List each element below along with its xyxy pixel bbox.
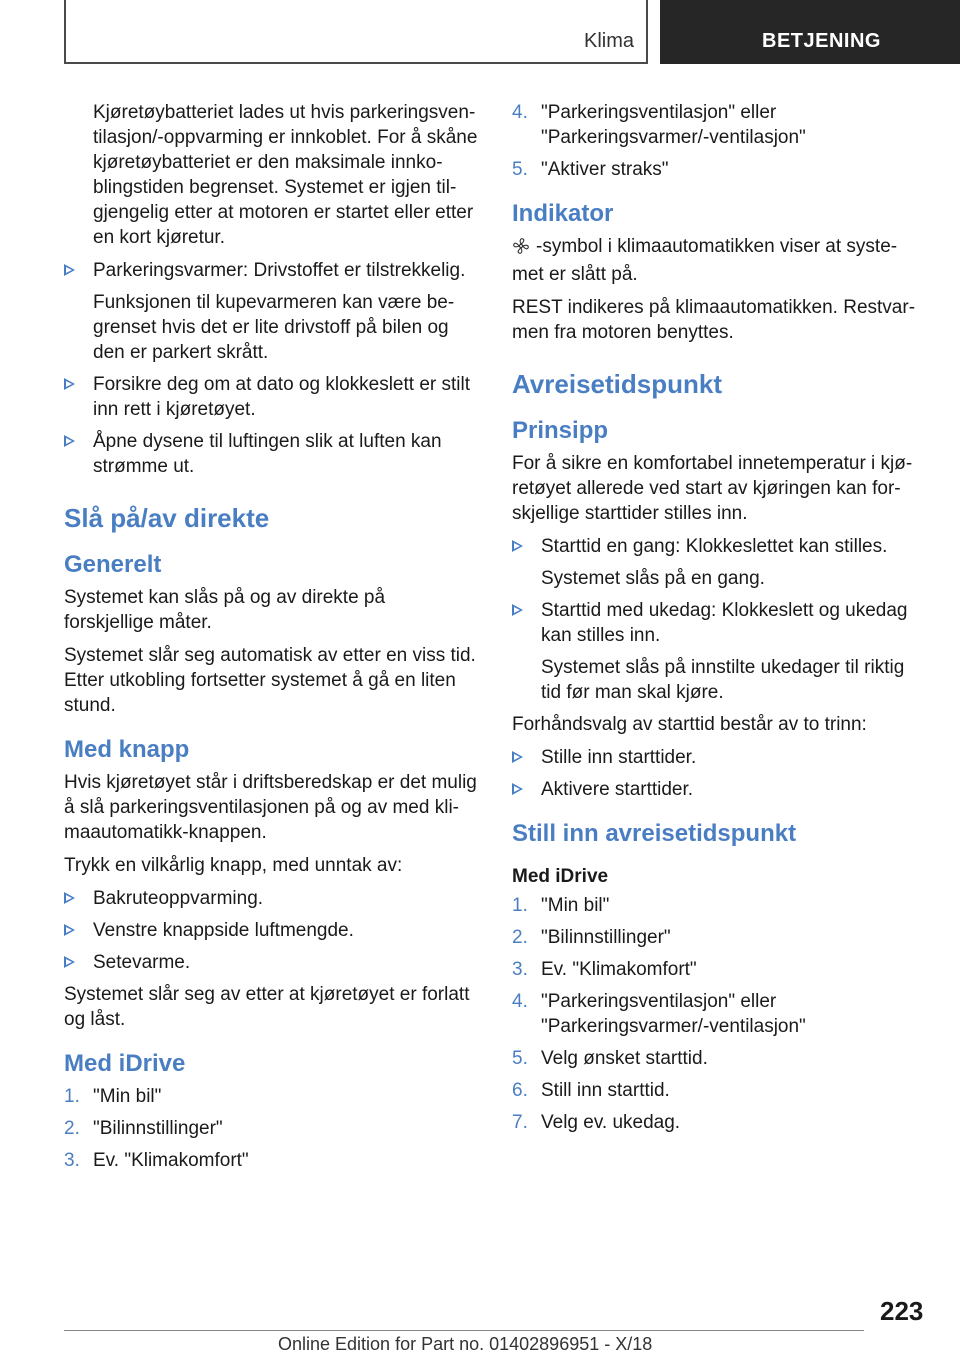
list-item: 3. Ev. "Klimakomfort": [64, 1150, 249, 1171]
numbered-list: [512, 100, 916, 182]
list-item: 5. Velg ønsket starttid.: [512, 1048, 708, 1069]
list-item: Bakruteoppvarming.: [64, 886, 480, 911]
intro-paragraph: Kjøretøybatteriet lades ut hvis parkeringsven-tilasjon/-oppvarming er innkoblet. For å skåne kjøretøybatteriet er den maksimale innko-blingstiden begrenset. Systemet er igjen til-gjengelig etter at motoren er startet eller etter en kort kjøretur.: [93, 102, 478, 248]
bullet-triangle-icon: [64, 264, 75, 276]
bullet-list: [512, 745, 916, 802]
bullet-list: [64, 372, 480, 479]
list-item: 2. "Bilinnstillinger": [64, 1118, 223, 1139]
header-chapter-tab[interactable]: [660, 0, 960, 64]
paragraph: Trykk en vilkårlig knapp, med unntak av:: [64, 855, 403, 876]
bullet-subtext: Funksjonen til kupevarmeren kan være be-grenset hvis det er lite drivstoff på bilen og den er parkert skrått.: [93, 292, 455, 363]
paragraph: Systemet kan slås på og av direkte på forskjellige måter.: [64, 587, 386, 633]
heading-still-inn-avreisetidspunkt: Still inn avreisetidspunkt: [512, 820, 797, 847]
paragraph: Hvis kjøretøyet står i driftsberedskap er det mulig å slå parkeringsventilasjonen på og av med kli-maautomatikk-knappen.: [64, 772, 477, 843]
paragraph: Forhåndsvalg av starttid består av to trinn:: [512, 714, 867, 735]
heading-indikator: Indikator: [512, 200, 614, 227]
bullet-subtext: Systemet slås på innstilte ukedager til riktig tid før man skal kjøre.: [541, 657, 905, 703]
list-item: Forsikre deg om at dato og klokkeslett er stilt inn rett i kjøretøyet.: [64, 372, 480, 422]
list-item: 4. "Parkeringsventilasjon" eller "Parkeringsvarmer/-ventilasjon": [512, 102, 806, 148]
heading-avreisetidspunkt: Avreisetidspunkt: [512, 369, 722, 399]
bullet-subtext: Systemet slås på en gang.: [541, 568, 765, 589]
heading-generelt: Generelt: [64, 551, 162, 578]
header-section-box: [64, 0, 648, 64]
left-column: [64, 100, 480, 1180]
bullet-list: [64, 886, 480, 975]
numbered-list: [512, 893, 916, 1135]
footer-divider: [64, 1330, 864, 1331]
bullet-triangle-icon: [64, 378, 75, 390]
list-item: 1. "Min bil": [512, 895, 610, 916]
chapter-title: BETJENING: [762, 30, 881, 52]
heading-sla-pa-av: Slå på/av direkte: [64, 503, 270, 533]
list-item: Parkeringsvarmer: Drivstoffet er tilstrekkelig.: [64, 258, 480, 283]
list-item: Setevarme.: [64, 950, 480, 975]
bullet-triangle-icon: [64, 924, 75, 936]
heading-med-idrive: Med iDrive: [64, 1050, 186, 1077]
list-item: 7. Velg ev. ukedag.: [512, 1112, 681, 1133]
subheading-med-idrive: Med iDrive: [512, 866, 609, 887]
heading-med-knapp: Med knapp: [64, 736, 190, 763]
list-item: 3. Ev. "Klimakomfort": [512, 959, 697, 980]
list-item: Stille inn starttider.: [512, 745, 916, 770]
footer-edition: Online Edition for Part no. 01402896951 - X/18: [278, 1334, 653, 1354]
list-item: Starttid en gang: Klokkeslettet kan stilles.: [512, 534, 916, 559]
paragraph: For å sikre en komfortabel innetemperatur i kjø-retøyet allerede ved start av kjøringen kan for-skjellige starttider stilles inn.: [512, 453, 913, 524]
list-item: 5. "Aktiver straks": [512, 159, 669, 180]
paragraph: -symbol i klimaautomatikken viser at syste-met er slått på.: [512, 236, 898, 285]
bullet-triangle-icon: [512, 751, 523, 763]
list-item: Aktivere starttider.: [512, 777, 916, 802]
bullet-triangle-icon: [64, 956, 75, 968]
bullet-triangle-icon: [512, 540, 523, 552]
bullet-triangle-icon: [64, 435, 75, 447]
fan-icon: [512, 237, 530, 262]
list-item: 4. "Parkeringsventilasjon" eller "Parkeringsvarmer/-ventilasjon": [512, 991, 806, 1037]
bullet-list: [512, 534, 916, 559]
list-item: Venstre knappside luftmengde.: [64, 918, 480, 943]
list-item: Starttid med ukedag: Klokkeslett og ukedag kan stilles inn.: [512, 598, 916, 648]
numbered-list: [64, 1084, 480, 1173]
paragraph: REST indikeres på klimaautomatikken. Restvar-men fra motoren benyttes.: [512, 297, 916, 343]
section-title: Klima: [583, 30, 634, 52]
list-item: 1. "Min bil": [64, 1086, 162, 1107]
list-item: 2. "Bilinnstillinger": [512, 927, 671, 948]
bullet-triangle-icon: [64, 892, 75, 904]
paragraph: Systemet slår seg automatisk av etter en viss tid. Etter utkobling fortsetter systemet å gå en liten stund.: [64, 645, 476, 716]
list-item: Åpne dysene til luftingen slik at luften kan strømme ut.: [64, 429, 480, 479]
page-number: 223: [880, 1296, 924, 1326]
right-column: [512, 100, 916, 1142]
bullet-list: [64, 258, 480, 283]
bullet-triangle-icon: [512, 604, 523, 616]
heading-prinsipp: Prinsipp: [512, 417, 609, 444]
list-item: 6. Still inn starttid.: [512, 1080, 670, 1101]
bullet-list: [512, 598, 916, 648]
bullet-triangle-icon: [512, 783, 523, 795]
paragraph: Systemet slår seg av etter at kjøretøyet er forlatt og låst.: [64, 984, 470, 1030]
